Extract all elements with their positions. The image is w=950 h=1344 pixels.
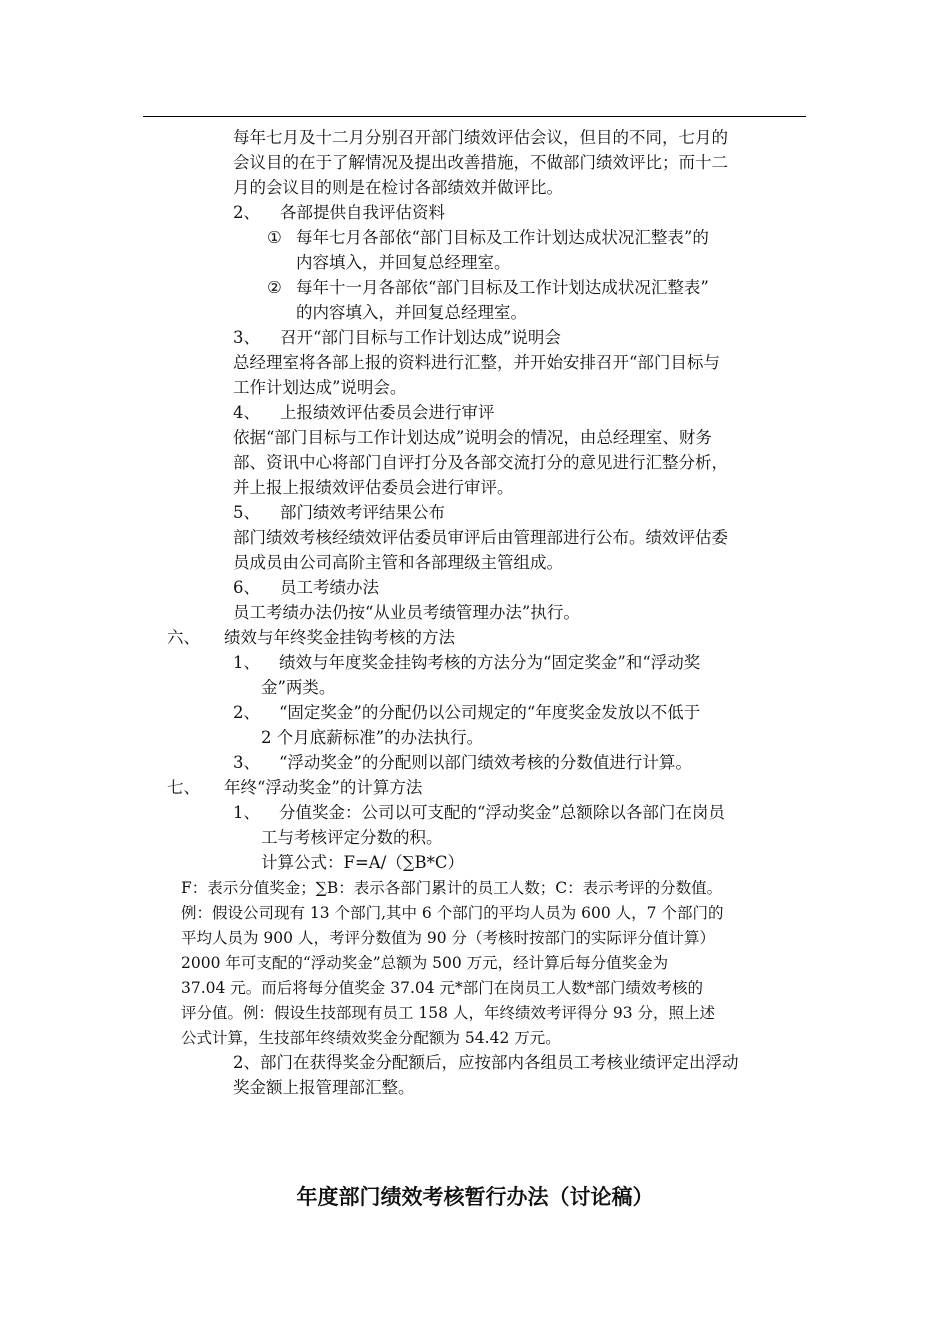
sub-item-line: 内容填入，并回复总经理室。 — [296, 253, 511, 272]
body-line: 总经理室将各部上报的资料进行汇整，并开始安排召开“部门目标与 — [233, 353, 720, 372]
sub-item-line: 每年十一月各部依“部门目标及工作计划达成状况汇整表” — [296, 278, 709, 297]
item-heading: 员工考绩办法 — [280, 578, 379, 597]
item-line: 绩效与年度奖金挂钩考核的方法分为“固定奖金”和“浮动奖 — [279, 653, 701, 672]
formula: 计算公式：F=A/（∑B*C） — [261, 853, 465, 872]
sub-item-line: 每年七月各部依“部门目标及工作计划达成状况汇整表”的 — [296, 228, 709, 247]
item-line: 2 个月底薪标准”的办法执行。 — [261, 728, 484, 747]
item-number: 2、 — [233, 203, 260, 222]
intro-line: 会议目的在于了解情况及提出改善措施，不做部门绩效评比；而十二 — [233, 153, 728, 172]
circled-marker: ② — [267, 278, 282, 297]
item-heading: 召开“部门目标与工作计划达成”说明会 — [280, 328, 561, 347]
body-line: 员成员由公司高阶主管和各部理级主管组成。 — [233, 553, 563, 572]
item-number: 3、 — [233, 328, 260, 347]
explain-line: 37.04 元。而后将每分值奖金 37.04 元*部门在岗员工人数*部门绩效考核的 — [181, 979, 704, 997]
header-rule — [143, 116, 806, 117]
body-line: 工作计划达成”说明会。 — [233, 378, 407, 397]
body-line: 依据“部门目标与工作计划达成”说明会的情况，由总经理室、财务 — [233, 428, 712, 447]
item-heading: 部门绩效考评结果公布 — [280, 503, 445, 522]
item-line: “固定奖金”的分配仍以公司规定的“年度奖金发放以不低于 — [279, 703, 701, 722]
explain-line: 例：假设公司现有 13 个部门,其中 6 个部门的平均人员为 600 人，7 个部门的 — [181, 904, 724, 922]
item-number: 3、 — [233, 753, 260, 772]
body-line: 部门绩效考核经绩效评估委员审评后由管理部进行公布。绩效评估委 — [233, 528, 728, 547]
body-line: 并上报上报绩效评估委员会进行审评。 — [233, 478, 514, 497]
item-number: 2、 — [233, 703, 260, 722]
item-line: 金”两类。 — [261, 678, 336, 697]
item-line: “浮动奖金”的分配则以部门绩效考核的分数值进行计算。 — [279, 753, 692, 772]
explain-line: F：表示分值奖金；∑B：表示各部门累计的员工人数；C：表示考评的分数值。 — [181, 879, 723, 897]
item-line: 工与考核评定分数的积。 — [261, 828, 443, 847]
item-number: 1、 — [233, 653, 260, 672]
item-number: 1、 — [233, 803, 260, 822]
explain-line: 公式计算，生技部年终绩效奖金分配额为 54.42 万元。 — [181, 1029, 561, 1047]
item-number: 6、 — [233, 578, 260, 597]
item-heading: 各部提供自我评估资料 — [280, 203, 445, 222]
explain-line: 平均人员为 900 人，考评分数值为 90 分（考核时按部门的实际评分值计算） — [181, 929, 716, 947]
section-number: 七、 — [167, 778, 200, 797]
item-number: 5、 — [233, 503, 260, 522]
item-number: 4、 — [233, 403, 260, 422]
document-title: 年度部门绩效考核暂行办法（讨论稿） — [296, 1184, 654, 1209]
section-number: 六、 — [167, 628, 200, 647]
body-line: 员工考绩办法仍按“从业员考绩管理办法”执行。 — [233, 603, 580, 622]
item-line: 2、部门在获得奖金分配额后，应按部内各组员工考核业绩评定出浮动 — [233, 1053, 739, 1072]
item-heading: 上报绩效评估委员会进行审评 — [280, 403, 495, 422]
intro-line: 每年七月及十二月分别召开部门绩效评估会议，但目的不同，七月的 — [233, 128, 728, 147]
body-line: 部、资讯中心将部门自评打分及各部交流打分的意见进行汇整分析， — [233, 453, 728, 472]
circled-marker: ① — [267, 228, 282, 247]
section-heading: 年终“浮动奖金”的计算方法 — [224, 778, 423, 797]
intro-line: 月的会议目的则是在检讨各部绩效并做评比。 — [233, 178, 563, 197]
item-line: 奖金额上报管理部汇整。 — [233, 1078, 415, 1097]
explain-line: 评分值。例：假设生技部现有员工 158 人，年终绩效考评得分 93 分，照上述 — [181, 1004, 716, 1022]
section-heading: 绩效与年终奖金挂钩考核的方法 — [224, 628, 455, 647]
item-line: 分值奖金：公司以可支配的“浮动奖金”总额除以各部门在岗员 — [279, 803, 725, 822]
explain-line: 2000 年可支配的“浮动奖金”总额为 500 万元，经计算后每分值奖金为 — [181, 954, 669, 972]
sub-item-line: 的内容填入，并回复总经理室。 — [296, 303, 527, 322]
